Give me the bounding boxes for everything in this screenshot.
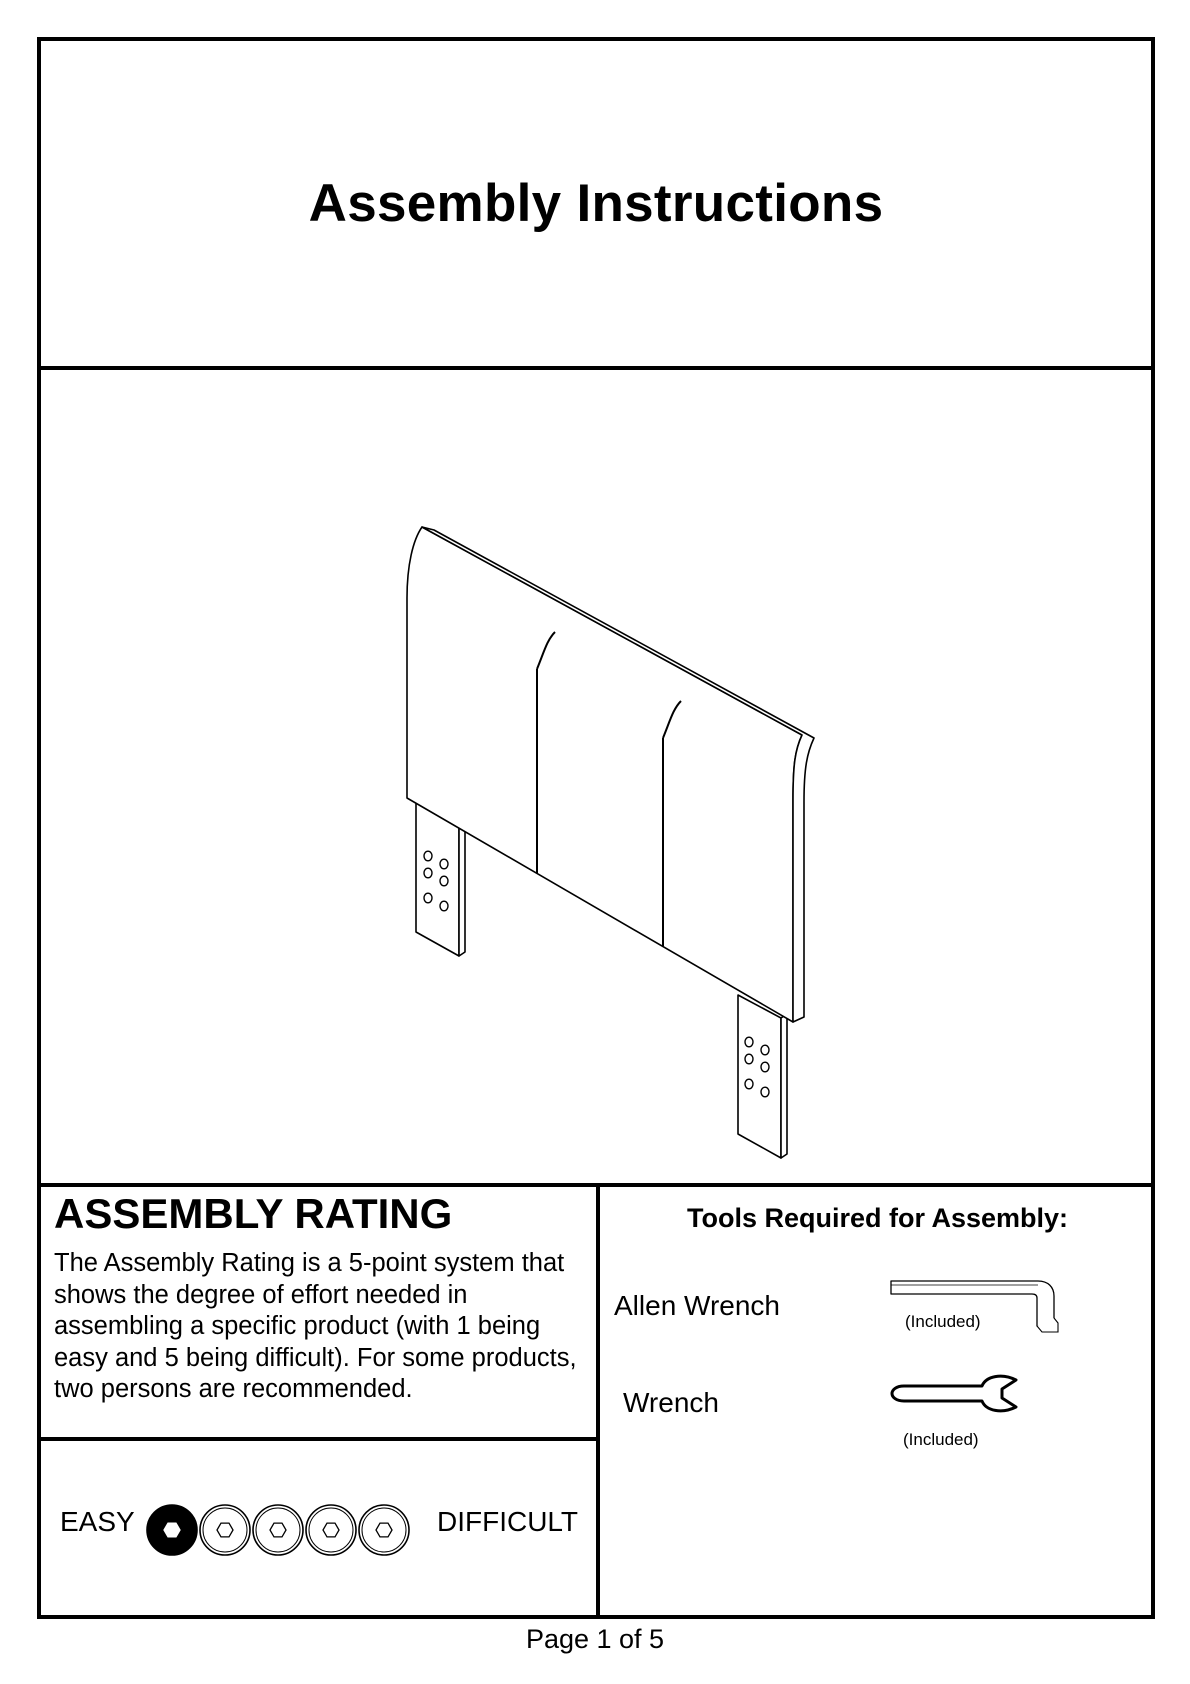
wrench-icon <box>890 1374 1025 1424</box>
tool-name-wrench: Wrench <box>623 1387 719 1418</box>
tool-note-wrench: (Included) <box>903 1430 979 1449</box>
tool-note-allen-wrench: (Included) <box>905 1312 981 1331</box>
rating-dot-2-empty <box>200 1505 250 1555</box>
page-number: Page 1 of 5 <box>525 1624 665 1654</box>
right-leg <box>738 995 781 1158</box>
left-leg-side <box>459 818 465 956</box>
assembly-rating-heading: ASSEMBLY RATING <box>54 1190 453 1237</box>
rating-dot-4-empty <box>306 1505 356 1555</box>
rating-easy-label: EASY <box>60 1506 135 1537</box>
tool-name-allen-wrench: Allen Wrench <box>614 1290 781 1321</box>
rating-dot-5-empty <box>359 1505 409 1555</box>
rating-divider <box>37 1437 600 1441</box>
headboard-icon <box>41 370 1151 1183</box>
right-leg-side <box>781 1014 787 1158</box>
headboard-front <box>407 527 802 1022</box>
tools-heading: Tools Required for Assembly: <box>686 1203 1069 1233</box>
rating-difficult-label: DIFFICULT <box>437 1506 579 1537</box>
rating-dot-3-empty <box>253 1505 303 1555</box>
rating-scale <box>145 1500 430 1560</box>
rating-dot-1-filled <box>147 1505 197 1555</box>
assembly-rating-description: The Assembly Rating is a 5-point system that shows the degree of effort needed in assembling a specific product (with 1 being easy and 5 being difficult). For some products, two persons are recommended. <box>54 1249 577 1403</box>
hex-nut-icon <box>164 1523 180 1537</box>
document-title: Assembly Instructions <box>308 174 884 233</box>
